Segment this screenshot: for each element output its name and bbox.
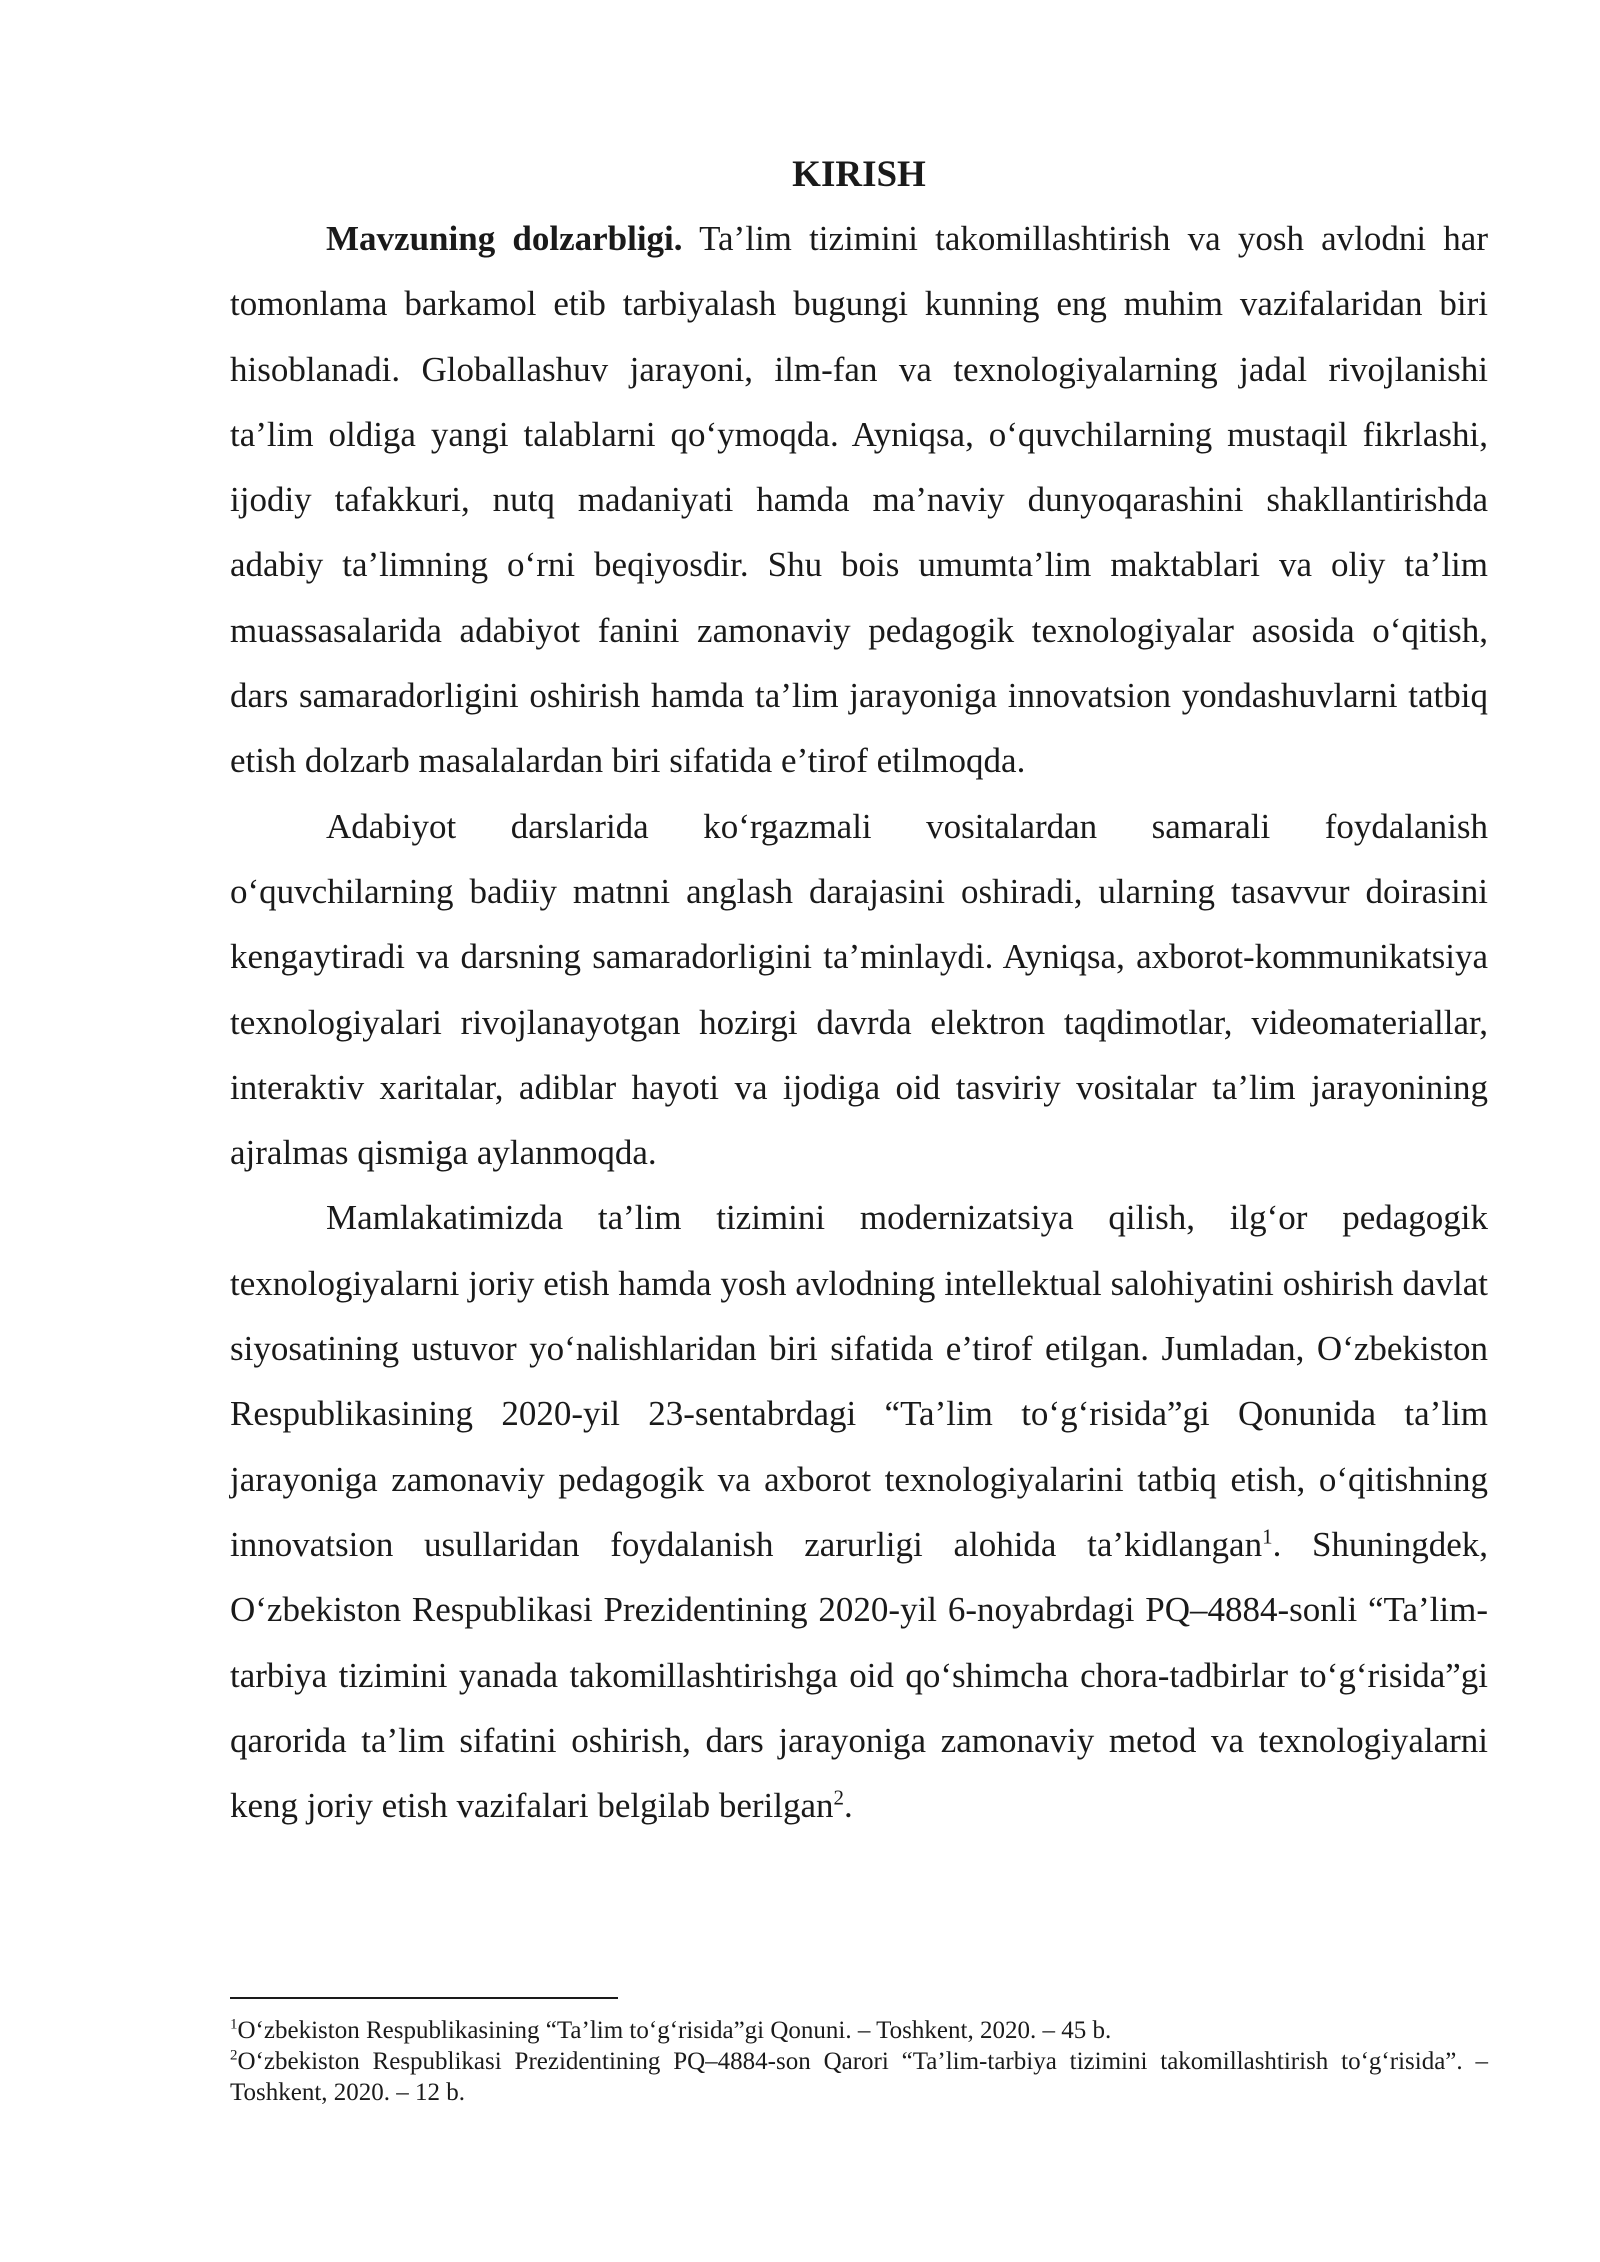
- paragraph-relevance: [230, 206, 1488, 794]
- legislation-text-a: Mamlakatimizda ta’lim tizimini modernizatsiya qilish, ilg‘or pedagogik texnologiyalarni joriy etish hamda yosh avlodning intellektual salohiyatini oshirish davlat siyosatining ustuvor yo‘nalishlaridan biri sifatida e’tirof etilgan. Jumladan, O‘zbekiston Respublikasining 2020-yil 23-sentabrdagi “Ta’lim to‘g‘risida”gi Qonunida ta’lim jarayoniga zamonaviy pedagogik va axborot texnologiyalarini tatbiq etish, o‘qitishning innovatsion usullaridan foydalanish zarurligi alohida ta’kidlangan: [230, 1198, 1488, 1564]
- footnote-number: 2: [230, 2047, 238, 2064]
- footnote-1: [230, 2015, 1488, 2046]
- footnote-ref-1[interactable]: 1: [1262, 1524, 1273, 1549]
- footnote-separator: [230, 1997, 618, 1999]
- paragraph-legislation: [230, 1185, 1488, 1838]
- footnote-text: O‘zbekiston Respublikasining “Ta’lim to‘g‘risida”gi Qonuni. – Toshkent, 2020. – 45 b.: [237, 2017, 1112, 2044]
- relevance-lead-label: Mavzuning dolzarbligi.: [326, 219, 683, 258]
- footnote-ref-2[interactable]: 2: [833, 1785, 845, 1810]
- document-page: [230, 150, 1488, 1838]
- footnote-number: 1: [230, 2016, 238, 2033]
- legislation-text-b: . Shuningdek, O‘zbekiston Respublikasi Prezidentining 2020-yil 6-noyabrdagi PQ–4884-sonli “Ta’lim-tarbiya tizimini yanada takomillashtirishga oid qo‘shimcha chora-tadbirlar to‘g‘risida”gi qarorida ta’lim sifatini oshirish, dars jarayoniga zamonaviy metod va texnologiyalarni keng joriy etish vazifalari belgilab berilgan: [230, 1524, 1488, 1826]
- relevance-text: Ta’lim tizimini takomillashtirish va yosh avlodni har tomonlama barkamol etib tarbiyalash bugungi kunning eng muhim vazifalaridan biri hisoblanadi. Globallashuv jarayoni, ilm-fan va texnologiyalarning jadal rivojlanishi ta’lim oldiga yangi talablarni qo‘ymoqda. Ayniqsa, o‘quvchilarning mustaqil fikrlashi, ijodiy tafakkuri, nutq madaniyati hamda ma’naviy dunyoqarashini shakllantirishda adabiy ta’limning o‘rni beqiyosdir. Shu bois umumta’lim maktablari va oliy ta’lim muassasalarida adabiyot fanini zamonaviy pedagogik texnologiyalar asosida o‘qitish, dars samaradorligini oshirish hamda ta’lim jarayoniga innovatsion yondashuvlarni tatbiq etish dolzarb masalalardan biri sifatida e’tirof etilmoqda.: [230, 219, 1488, 781]
- paragraph-visual-aids: [230, 794, 1488, 1186]
- footnote-2: [230, 2046, 1488, 2108]
- footnote-text: O‘zbekiston Respublikasi Prezidentining PQ–4884-son Qarori “Ta’lim-tarbiya tizimini takomillashtirish to‘g‘risida”. – Toshkent, 2020. – 12 b.: [230, 2048, 1488, 2106]
- visual-aids-text: Adabiyot darslarida ko‘rgazmali vositalardan samarali foydalanish o‘quvchilarning badiiy matnni anglash darajasini oshiradi, ularning tasavvur doirasini kengaytiradi va darsning samaradorligini ta’minlaydi. Ayniqsa, axborot-kommunikatsiya texnologiyalari rivojlanayotgan hozirgi davrda elektron taqdimotlar, videomateriallar, interaktiv xaritalar, adiblar hayoti va ijodiga oid tasviriy vositalar ta’lim jarayonining ajralmas qismiga aylanmoqda.: [230, 806, 1488, 1173]
- page-title: KIRISH: [792, 154, 926, 195]
- footnotes-section: [230, 1997, 1488, 2108]
- legislation-text-c: .: [844, 1786, 853, 1826]
